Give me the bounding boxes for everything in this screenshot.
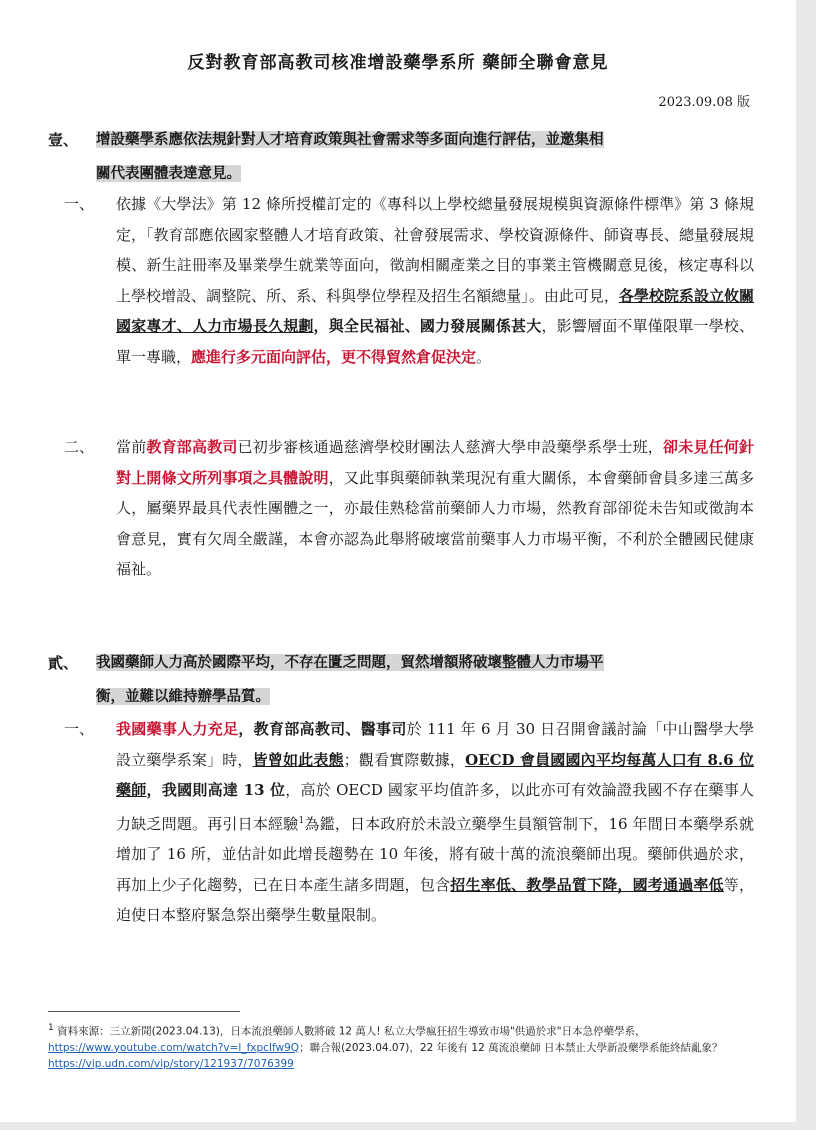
footnote-link-udn[interactable]: https://vip.udn.com/vip/story/121937/7076399 (48, 1057, 294, 1070)
section-2-title: 我國藥師人力高於國際平均，不存在匱乏問題，貿然增額將破壞整體人力市場平 衡，並難以維持辦學品質。 (96, 654, 604, 705)
footnote-link-youtube[interactable]: https://www.youtube.com/watch?v=l_fxpcIfw9Q (48, 1041, 300, 1054)
section-1-number: 壹、 (48, 131, 79, 149)
footnote: $^1$ 資料來源：三立新聞(2023.04.13)，日本流浪藥師人數將破 12 萬人! 私立大學瘋狂招生導致市場"供過於求"日本急停藥學系， https://www.youtube.com/watch?v=l_fxpcIfw9Q；聯合報(2023.04.07)，22 年後有 12 萬流浪藥師 日本禁止大學新設藥學系能終結亂象？https://vip.udn.com/vip/story/121937/7076399 (48, 1023, 723, 1070)
footnote-ref[interactable]: 1 (298, 815, 305, 826)
item-number: 一、 (64, 195, 95, 213)
item-number: 二、 (64, 438, 95, 456)
footnote-divider (48, 1011, 240, 1012)
section-1-title: 增設藥學系應依法規針對人才培育政策與社會需求等多面向進行評估，並邀集相 關代表團體表達意見。 (96, 131, 604, 182)
footnote-mark: 1 (48, 1023, 54, 1033)
section-2-number: 貳、 (48, 654, 79, 672)
item-body: 依據《大學法》第 12 條所授權訂定的《專科以上學校總量發展規模與資源條件標準》第 3 條規定，「教育部應依國家整體人才培育政策、社會發展需求、學校資源條件、師資專長、總量發展規模、新生註冊率及畢業學生就業等面向，徵詢相關產業之目的事業主管機關意見後，核定專科以上學校增設、調整院、所、系、科與學位學程及招生名額總量」。由此可見，各學校院系設立攸關國家專才、人力市場長久規劃，與全民福祉、國力發展關係甚大，影響層面不單僅限單一學校、單一專職，應進行多元面向評估，更不得貿然倉促決定。 (116, 195, 754, 366)
version-date: 2023.09.08 版 (658, 95, 750, 110)
item-number: 一、 (64, 720, 95, 738)
item-body: 我國藥事人力充足，教育部高教司、醫事司於 111 年 6 月 30 日召開會議討論「中山醫學大學設立藥學系案」時，皆曾如此表態；觀看實際數據，OECD 會員國國內平均每萬人口有 8.6 位藥師，我國則高達 13 位，高於 OECD 國家平均值許多，以此亦可有效論證我國不存在藥事人力缺乏問題。再引日本經驗$^1$為鑑，日本政府於未設立藥學生員額管制下，16 年間日本藥學系就增加了 16 所，並估計如此增長趨勢在 10 年後，將有破十萬的流浪藥師出現。藥師供過於求，再加上少子化趨勢，已在日本產生諸多問題，包含招生率低、教學品質下降，國考通過率低等，迫使日本整府緊急祭出藥學生數量限制。 (116, 720, 754, 924)
item-body: 當前教育部高教司已初步審核通過慈濟學校財團法人慈濟大學申設藥學系學士班，卻未見任何針對上開條文所列事項之具體說明，又此事與藥師執業現況有重大關係，本會藥師會員多達三萬多人，屬藥界最具代表性團體之一，亦最佳熟稔當前藥師人力市場，然教育部卻從未告知或徵詢本會意見，實有欠周全嚴謹，本會亦認為此舉將破壞當前藥事人力市場平衡，不利於全體國民健康福祉。 (116, 438, 754, 578)
document-title: 反對教育部高教司核准增設藥學系所 藥師全聯會意見 (187, 53, 609, 73)
